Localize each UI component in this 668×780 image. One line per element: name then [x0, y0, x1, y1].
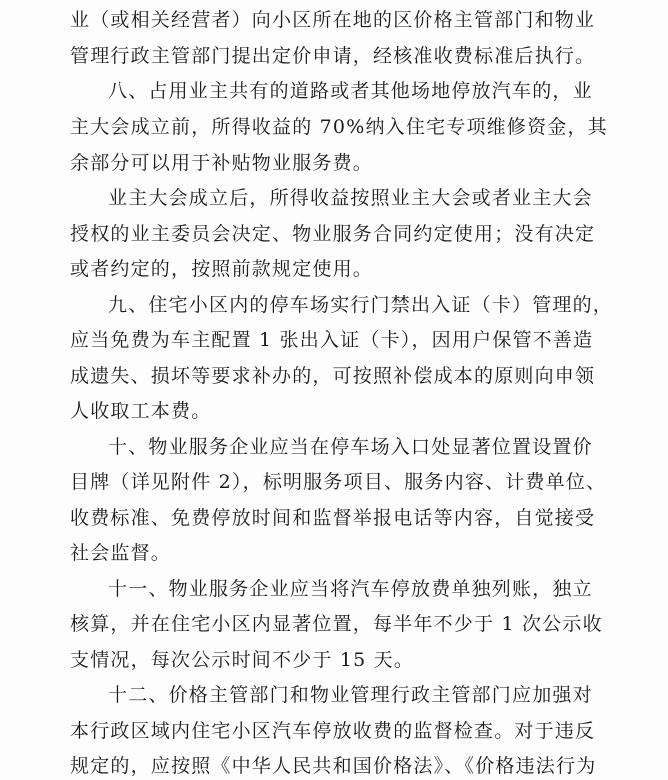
text-line: 本行政区域内住宅小区汽车停放收费的监督检查。对于违反 — [70, 720, 596, 742]
text-line: 余部分可以用于补贴物业服务费。 — [70, 152, 374, 174]
text-line: 人收取工本费。 — [70, 400, 212, 422]
text-line: 成遗失、损坏等要求补办的，可按照补偿成本的原则向申领 — [70, 365, 596, 387]
text-line: 十二、价格主管部门和物业管理行政主管部门应加强对 — [108, 684, 593, 706]
text-line: 九、住宅小区内的停车场实行门禁出入证（卡）管理的， — [108, 294, 614, 316]
text-line: 管理行政主管部门提出定价申请，经核准收费标准后执行。 — [70, 45, 596, 67]
text-line: 目牌（详见附件 2），标明服务项目、服务内容、计费单位、 — [70, 471, 607, 493]
text-line: 业（或相关经营者）向小区所在地的区价格主管部门和物业 — [70, 9, 596, 31]
text-line: 授权的业主委员会决定、物业服务合同约定使用；没有决定 — [70, 223, 596, 245]
text-line: 主大会成立前，所得收益的 70%纳入住宅专项维修资金，其 — [70, 116, 608, 138]
text-line: 核算，并在住宅小区内显著位置，每半年不少于 1 次公示收 — [70, 613, 603, 635]
text-line: 社会监督。 — [70, 542, 172, 564]
text-line: 或者约定的，按照前款规定使用。 — [70, 258, 374, 280]
text-line: 十、物业服务企业应当在停车场入口处显著位置设置价 — [108, 436, 593, 458]
text-line: 支情况，每次公示时间不少于 15 天。 — [70, 649, 415, 671]
text-line: 规定的，应按照《中华人民共和国价格法》、《价格违法行为 — [70, 755, 597, 777]
text-line: 十一、物业服务企业应当将汽车停放费单独列账，独立 — [108, 578, 593, 600]
text-line: 应当免费为车主配置 1 张出入证（卡），因用户保管不善造 — [70, 329, 594, 351]
text-line: 八、占用业主共有的道路或者其他场地停放汽车的，业 — [108, 80, 593, 102]
text-line: 业主大会成立后，所得收益按照业主大会或者业主大会 — [108, 187, 593, 209]
text-line: 收费标准、免费停放时间和监督举报电话等内容，自觉接受 — [70, 507, 596, 529]
